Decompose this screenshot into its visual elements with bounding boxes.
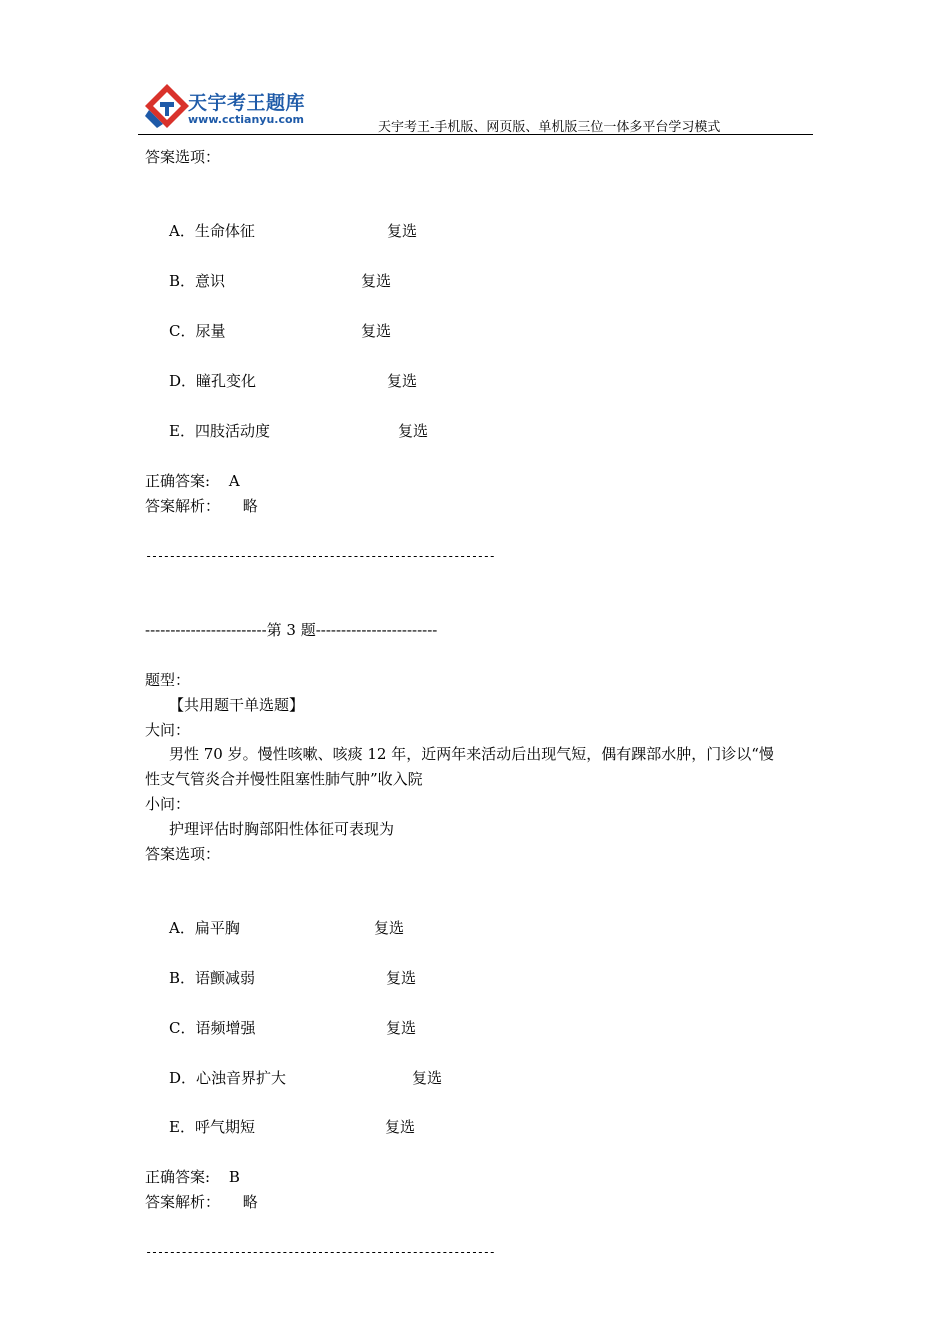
q2-options-label: 答案选项： [145,148,221,166]
q3-option-b: B．语颤减弱 [169,969,256,987]
q3-answer-row [145,1166,240,1188]
q3-option-d-dup: 复选 [412,1069,443,1087]
q2-analysis-value: 略 [242,497,258,515]
q3-heading-text: ------------------------第 3 题------------------------ [145,621,438,639]
q2-option-d: D．瞳孔变化 [169,372,257,390]
q3-sub-label: 小问： [145,795,191,813]
q2-option-e: E．四肢活动度 [169,422,270,440]
q2-option-a: A．生命体征 [169,222,255,240]
q3-answer-label: 正确答案: [145,1168,211,1186]
q3-option-d: D．心浊音界扩大 [169,1069,287,1087]
q3-analysis-label: 答案解析： [145,1193,221,1211]
q3-option-c: C．语频增强 [169,1019,256,1037]
q3-type-label: 题型： [145,671,191,689]
q3-analysis-row [145,1191,258,1213]
q2-separator: ----------------------------------------------------------- [145,549,495,563]
brand-url[interactable]: www.cctianyu.com [188,113,305,126]
q2-option-c: C．尿量 [169,322,226,340]
q2-analysis-row [145,495,258,517]
q3-sub-question: 护理评估时胸部阳性体征可表现为 [169,820,395,838]
q2-option-c-dup: 复选 [361,322,392,340]
tianyu-logo-icon [143,82,191,130]
q3-answer-value: B [228,1168,240,1186]
q3-heading [145,619,437,641]
q2-option-d-dup: 复选 [387,372,418,390]
q3-option-c-dup: 复选 [386,1019,417,1037]
header-slogan: 天宇考王-手机版、网页版、单机版三位一体多平台学习模式 [378,120,721,135]
q3-analysis-value: 略 [242,1193,258,1211]
q2-analysis-label: 答案解析： [145,497,221,515]
q3-options-label: 答案选项： [145,845,221,863]
brand-name: 天宇考王题库 [188,92,306,114]
q3-stem-line-1: 男性 70 岁。慢性咳嗽、咳痰 12 年，近两年来活动后出现气短，偶有踝部水肿，门诊以“慢 [169,745,774,763]
q2-answer-label: 正确答案: [145,472,211,490]
q2-option-a-dup: 复选 [387,222,418,240]
q2-option-e-dup: 复选 [398,422,429,440]
q3-option-b-dup: 复选 [386,969,417,987]
q2-answer-row [145,470,240,492]
q3-type: 【共用题干单选题】 [169,696,305,714]
q2-answer-value: A [228,472,240,490]
q3-separator: ----------------------------------------------------------- [145,1245,495,1259]
q3-option-e-dup: 复选 [385,1118,416,1136]
q3-stem-line-2: 性支气管炎合并慢性阻塞性肺气肿”收入院 [145,770,423,788]
page-header [138,80,813,135]
q2-option-b-dup: 复选 [361,272,392,290]
q3-option-a-dup: 复选 [374,919,405,937]
q3-option-e: E．呼气期短 [169,1118,255,1136]
q3-option-a: A．扁平胸 [169,919,240,937]
q3-stem-label: 大问： [145,721,191,739]
q2-option-b: B．意识 [169,272,226,290]
